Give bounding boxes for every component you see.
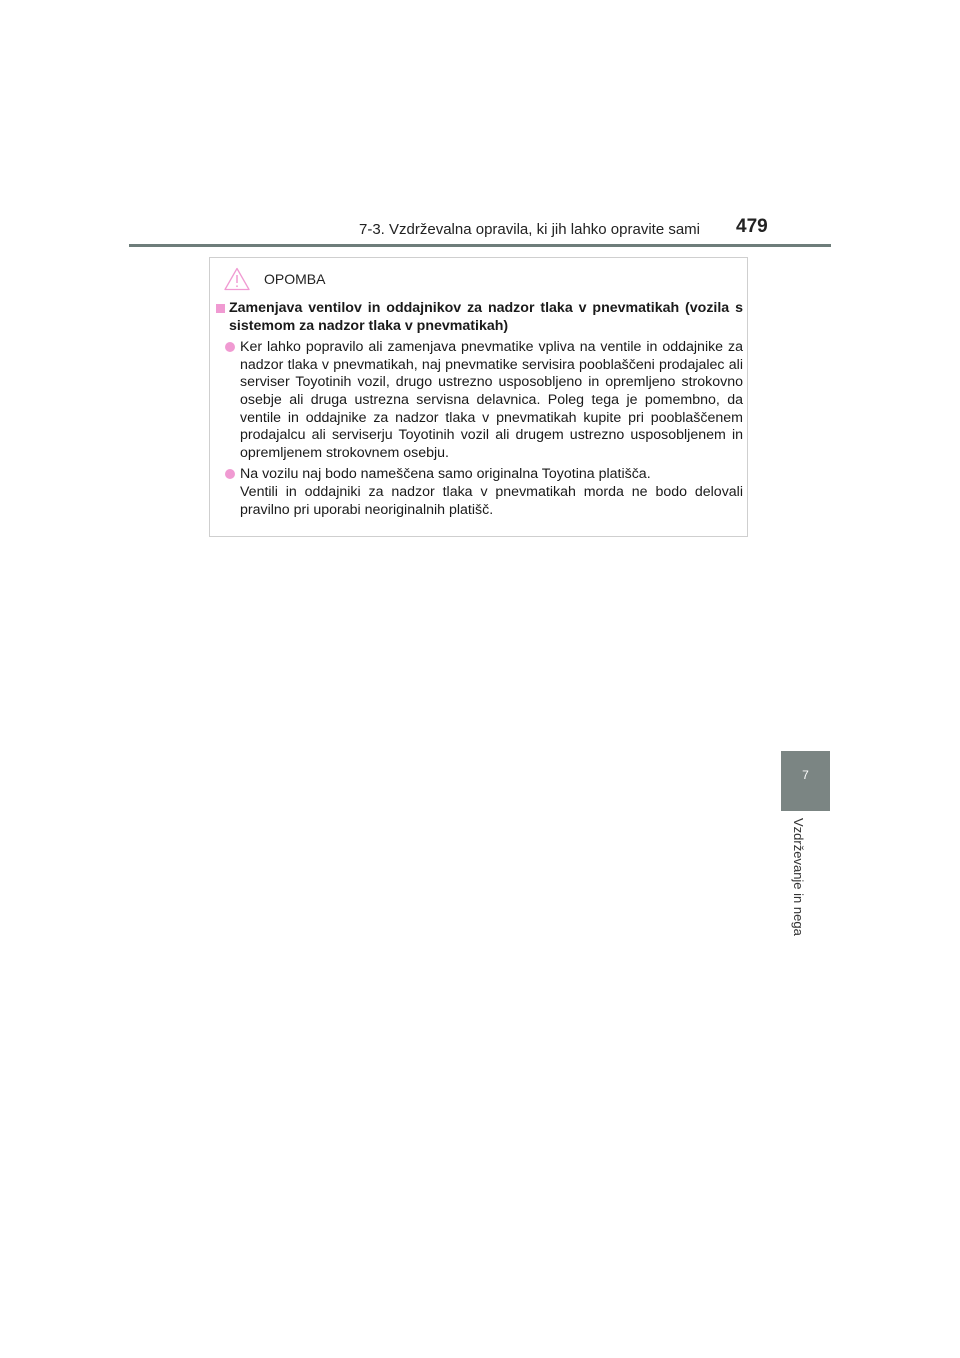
page-number: 479	[736, 216, 768, 237]
dot-bullet-icon	[225, 469, 235, 479]
chapter-title: Vzdrževanje in nega	[791, 818, 806, 936]
square-bullet-icon	[216, 304, 225, 313]
list-item-line: Na vozilu naj bodo nameščena samo originalna Toyotina platišča.	[240, 466, 651, 483]
list-item-line: Ventili in oddajniki za nadzor tlaka v pnevmatikah morda ne bodo delovali pravilno pri uporabi neoriginalnih platišč.	[240, 483, 743, 518]
note-heading	[216, 300, 743, 335]
header-section-title: 7-3. Vzdrževalna opravila, ki jih lahko opravite sami	[359, 221, 700, 238]
chapter-number: 7	[802, 768, 809, 782]
list-item-text	[240, 466, 743, 519]
chapter-tab	[781, 751, 830, 811]
warning-icon	[224, 267, 250, 291]
note-box	[209, 257, 748, 537]
list-item-text: Ker lahko popravilo ali zamenjava pnevmatike vpliva na ventile in oddajnike za nadzor tlaka v pnevmatikah, naj pnevmatike servisira pooblaščeni prodajalec ali serviser Toyotinih vozil, drugo ustrezno usposobljeno in opremljeno strokovno osebje ali druga ustrezna servisna delavnica. Poleg tega je pomembno, da ventile in oddajnike za nadzor tlaka v pnevmatikah kupite pri pooblaščenem prodajalcu ali serviserju Toyotinih vozil ali drugem ustrezno usposobljenem in opremljenem strokovnem osebju.	[240, 339, 743, 461]
header-rule	[129, 244, 831, 247]
dot-bullet-icon	[225, 342, 235, 352]
note-heading-text: Zamenjava ventilov in oddajnikov za nadzor tlaka v pnevmatikah (vozila s sistemom za nadzor tlaka v pnevmatikah)	[229, 300, 743, 334]
note-header	[224, 264, 325, 294]
note-label: OPOMBA	[264, 271, 326, 287]
list-item	[216, 339, 743, 462]
list-item	[216, 466, 743, 519]
note-content	[216, 300, 743, 519]
